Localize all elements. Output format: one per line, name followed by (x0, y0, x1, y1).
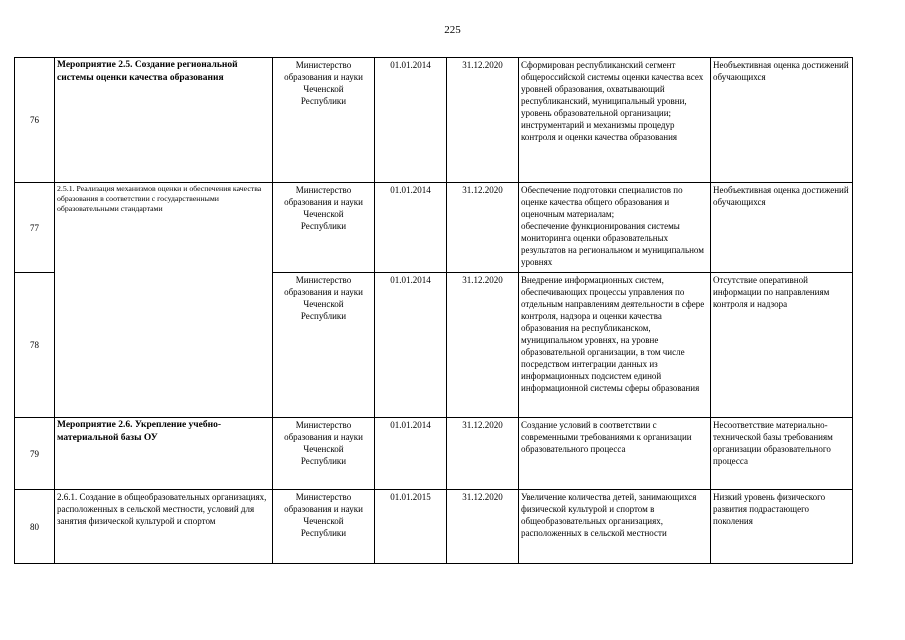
row-number: 80 (15, 490, 55, 564)
responsible-executor: Министерство образования и науки Чеченской Республики (273, 418, 375, 490)
expected-result: Создание условий в соответствии с современными требованиями к организации образовательного процесса (519, 418, 711, 490)
table-row-80 (15, 490, 853, 564)
responsible-executor: Министерство образования и науки Чеченской Республики (273, 58, 375, 183)
table-row-79 (15, 418, 853, 490)
responsible-executor: Министерство образования и науки Чеченской Республики (273, 490, 375, 564)
responsible-executor: Министерство образования и науки Чеченской Республики (273, 273, 375, 418)
risk: Отсутствие оперативной информации по направлениям контроля и надзора (711, 273, 853, 418)
event-name: Мероприятие 2.6. Укрепление учебно-материальной базы ОУ (55, 418, 273, 490)
expected-result: Увеличение количества детей, занимающихся физической культурой и спортом в общеобразовательных организациях, расположенных в сельской местности (519, 490, 711, 564)
risk: Несоответствие материально-технической базы требованиям организации образовательного процесса (711, 418, 853, 490)
start-date: 01.01.2014 (375, 418, 447, 490)
row-number: 76 (15, 58, 55, 183)
event-name: Мероприятие 2.5. Создание региональной системы оценки качества образования (55, 58, 273, 183)
row-number: 78 (15, 273, 55, 418)
expected-result: Внедрение информационных систем, обеспечивающих процессы управления по отдельным направлениям деятельности в сфере контроля, надзора и оценки качества образования на республиканском, муниципальном уровнях, на уровне образовательной организации, в том числе посредством интеграции данных из информационных подсистем единой информационной системы сферы образования (519, 273, 711, 418)
page-number: 225 (444, 24, 461, 36)
risk: Низкий уровень физического развития подрастающего поколения (711, 490, 853, 564)
table-row-76 (15, 58, 853, 183)
program-activities-table (14, 57, 853, 564)
event-name: 2.6.1. Создание в общеобразовательных организациях, расположенных в сельской местности, условий для занятия физической культурой и спортом (55, 490, 273, 564)
expected-result: Обеспечение подготовки специалистов по оценке качества общего образования и оценочным материалам; обеспечение функционирования системы мониторинга оценки образовательных результатов на региональном и муниципальном уровнях (519, 183, 711, 273)
risk: Необъективная оценка достижений обучающихся (711, 58, 853, 183)
event-name: 2.5.1. Реализация механизмов оценки и обеспечения качества образования в соответствии с государственными образовательными стандартами (55, 183, 273, 418)
row-number: 79 (15, 418, 55, 490)
end-date: 31.12.2020 (447, 58, 519, 183)
start-date: 01.01.2015 (375, 490, 447, 564)
start-date: 01.01.2014 (375, 273, 447, 418)
expected-result: Сформирован республиканский сегмент общероссийской системы оценки качества всех уровней образования, охватывающий республиканский, муниципальный уровни, уровень образовательной организации; инструментарий и механизмы процедур контроля и оценки качества образования (519, 58, 711, 183)
start-date: 01.01.2014 (375, 183, 447, 273)
risk: Необъективная оценка достижений обучающихся (711, 183, 853, 273)
end-date: 31.12.2020 (447, 418, 519, 490)
row-number: 77 (15, 183, 55, 273)
start-date: 01.01.2014 (375, 58, 447, 183)
responsible-executor: Министерство образования и науки Чеченской Республики (273, 183, 375, 273)
end-date: 31.12.2020 (447, 273, 519, 418)
end-date: 31.12.2020 (447, 183, 519, 273)
table-row-77 (15, 183, 853, 273)
end-date: 31.12.2020 (447, 490, 519, 564)
